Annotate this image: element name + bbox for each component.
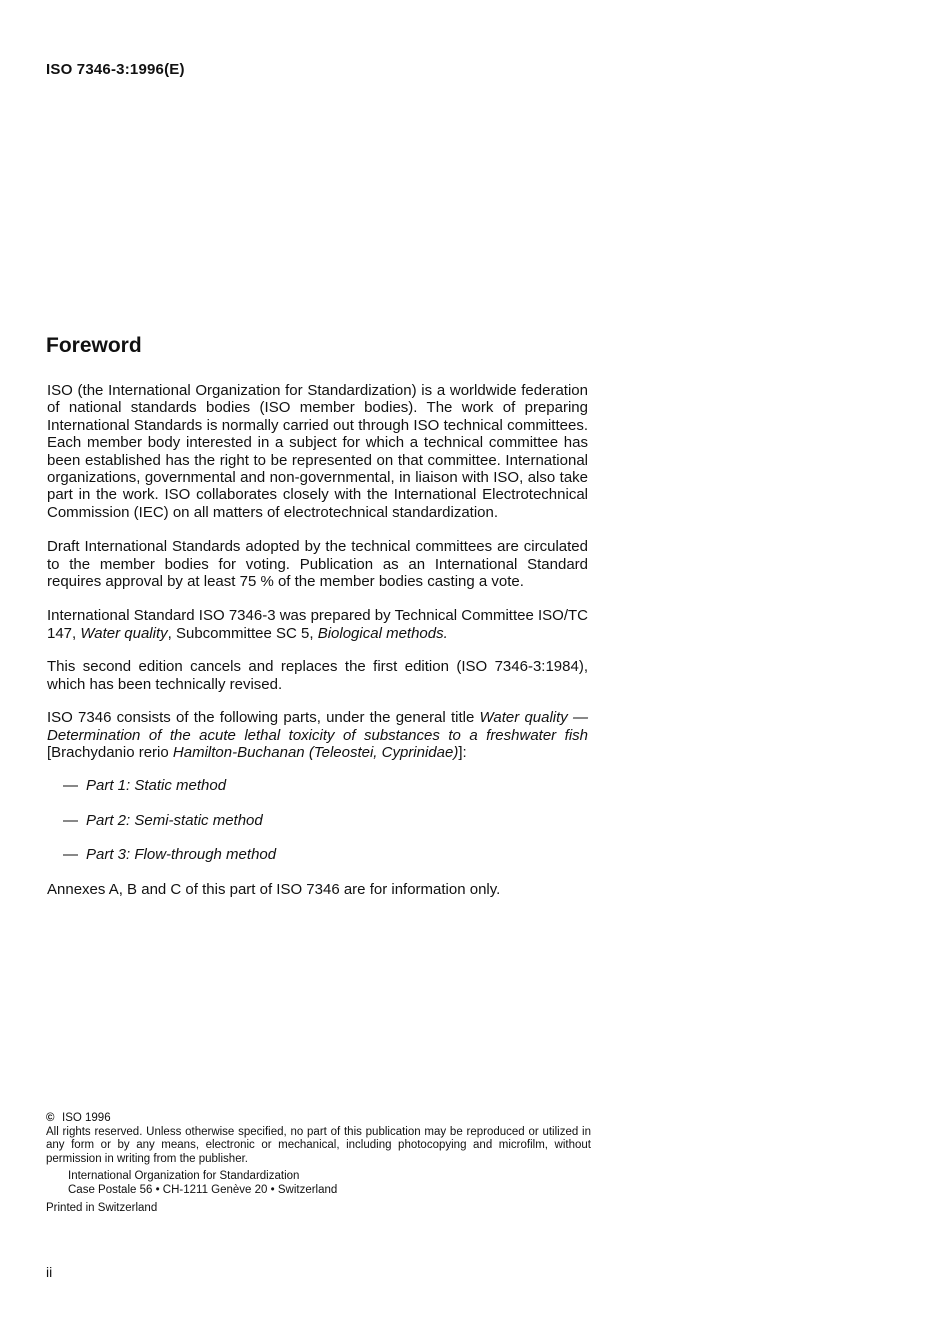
paragraph-iso-intro: ISO (the International Organization for Standardization) is a worldwide federation of national standards bodies (ISO member bodies). The work of preparing International Standards is normally carried out through ISO technical committees. Each member body interested in a subject for which a technical committee has been established has the right to be represented on that committee. International organizations, governmental and non-governmental, in liaison with ISO, also take part in the work. ISO collaborates closely with the International Electrotechnical Commission (IEC) on all matters of electrotechnical standardization. [47,382,588,521]
publisher-postal: Case Postale 56 • CH-1211 Genève 20 • Switzerland [68,1183,338,1196]
list-item [47,777,588,794]
foreword-heading: Foreword [46,334,142,357]
list-item [47,812,588,829]
paragraph-parts-intro [47,709,588,761]
paragraph-draft-standards: Draft International Standards adopted by the technical committees are circulated to the member bodies for voting. Publication as an International Standard requires approval by at least 75 % of the member bodies casting a vote. [47,538,588,591]
copyright-line [46,1112,591,1126]
general-title: Water quality — Determination of the acute lethal toxicity of substances to a freshwater fish [47,709,589,744]
parts-intro-text: ISO 7346 consists of the following parts, under the general title [47,709,480,727]
copyright-icon: © [46,1112,55,1124]
subcommittee-title: Biological methods. [317,624,448,642]
preparation-text: International Standard ISO 7346-3 was prepared by Technical Committee ISO/TC 147, [47,607,588,642]
publisher-address [46,1170,591,1197]
foreword-body [47,382,588,915]
paragraph-edition: This second edition cancels and replaces the first edition (ISO 7346-3:1984), which has been technically revised. [47,658,588,693]
parts-list [47,777,588,863]
rights-statement: All rights reserved. Unless otherwise specified, no part of this publication may be reproduced or utilized in any form or by any means, electronic or mechanical, including photocopying and microfilm, without permission in writing from the publisher. [46,1125,591,1165]
list-dash: — [63,811,78,829]
paragraph-preparation [47,607,588,642]
committee-title: Water quality [80,624,168,642]
list-dash: — [63,846,78,864]
part-label: Part 2: Semi-static method [86,811,263,829]
part-label: Part 3: Flow-through method [86,846,277,864]
part-label: Part 1: Static method [86,777,227,795]
copyright-notice [46,1112,591,1215]
species-name: [Brachydanio rerio [47,743,173,761]
document-identifier: ISO 7346-3:1996(E) [46,61,185,78]
species-authority: Hamilton-Buchanan (Teleostei, Cyprinidae) [172,743,459,761]
parts-intro-end: ]: [458,743,467,761]
subcommittee-text: , Subcommittee SC 5, [167,624,318,642]
page-number: ii [46,1264,53,1280]
paragraph-annexes: Annexes A, B and C of this part of ISO 7346 are for information only. [47,880,501,898]
list-item [47,846,588,863]
printed-location: Printed in Switzerland [46,1201,158,1214]
publisher-name: International Organization for Standardization [68,1170,300,1183]
copyright-year: ISO 1996 [62,1112,111,1124]
list-dash: — [63,777,78,795]
